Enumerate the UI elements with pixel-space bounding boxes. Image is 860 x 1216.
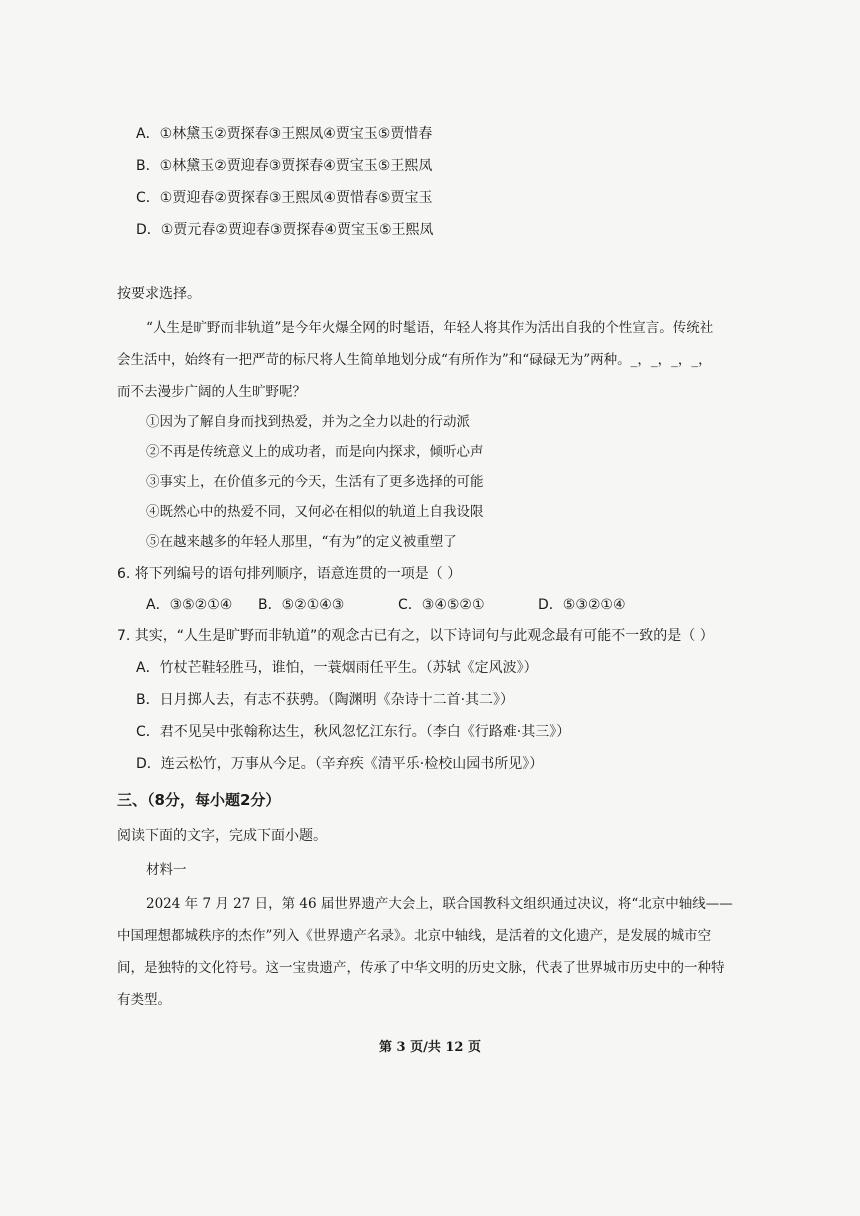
page-number: 第 3 页/共 12 页	[379, 1040, 481, 1055]
q7-stem: 7. 其实，“人生是旷野而非轨道”的观念古已有之，以下诗词句与此观念最有可能不一致的是（ ）	[117, 628, 714, 644]
q6-option-a: A．③⑤②①④	[146, 597, 233, 613]
material-label: 材料一	[146, 862, 187, 878]
material-line-4: 有类型。	[117, 992, 171, 1008]
section3-heading: 三、（8分，每小题2分）	[117, 791, 281, 809]
q6-stem: 6. 将下列编号的语句排列顺序，语意连贯的一项是（ ）	[117, 566, 462, 582]
option-b: B．①林黛玉②贾迎春③贾探春④贾宝玉⑤王熙凤	[136, 158, 433, 174]
instruction: 按要求选择。	[117, 286, 201, 302]
section3-instruction: 阅读下面的文字，完成下面小题。	[117, 828, 327, 844]
material-line-1: 2024 年 7 月 27 日，第 46 届世界遗产大会上，联合国教科文组织通过决议，将“北京中轴线——	[146, 896, 733, 912]
q6-options	[146, 592, 666, 616]
sentence-3: ③事实上，在价值多元的今天，生活有了更多选择的可能	[146, 474, 484, 490]
q7-option-c: C．君不见吴中张翰称达生，秋风忽忆江东行。（李白《行路难·其三》）	[136, 724, 571, 740]
sentence-5: ⑤在越来越多的年轻人那里，“有为”的定义被重塑了	[146, 534, 457, 550]
q6-option-c: C．③④⑤②①	[398, 597, 485, 613]
sentence-1: ①因为了解自身而找到热爱，并为之全力以赴的行动派	[146, 414, 470, 430]
material-line-2: 中国理想都城秩序的杰作”列入《世界遗产名录》。北京中轴线，是活着的文化遗产，是发展的城市空	[117, 928, 712, 944]
passage-line-1: “人生是旷野而非轨道”是今年火爆全网的时髦语，年轻人将其作为活出自我的个性宣言。传统社	[146, 320, 714, 336]
q6-option-d: D．⑤③②①④	[538, 597, 626, 613]
q7-option-a: A．竹杖芒鞋轻胜马，谁怕，一蓑烟雨任平生。（苏轼《定风波》）	[136, 660, 538, 676]
passage-line-2: 会生活中，始终有一把严苛的标尺将人生简单地划分成“有所作为”和“碌碌无为”两种。_，_，_，_，	[117, 352, 712, 368]
passage-line-3: 而不去漫步广阔的人生旷野呢？	[117, 384, 306, 400]
q7-option-b: B．日月掷人去，有志不获骋。（陶渊明《杂诗十二首·其二》）	[136, 692, 515, 708]
q6-option-b: B．⑤②①④③	[258, 597, 345, 613]
material-line-3: 间，是独特的文化符号。这一宝贵遗产，传承了中华文明的历史文脉，代表了世界城市历史中的一种特	[117, 960, 725, 976]
sentence-2: ②不再是传统意义上的成功者，而是向内探求，倾听心声	[146, 444, 484, 460]
option-a: A．①林黛玉②贾探春③王熙凤④贾宝玉⑤贾惜春	[136, 126, 433, 142]
option-c: C．①贾迎春②贾探春③王熙凤④贾惜春⑤贾宝玉	[136, 190, 433, 206]
q7-option-d: D．连云松竹，万事从今足。（辛弃疾《清平乐·检校山园书所见》）	[136, 756, 544, 772]
sentence-4: ④既然心中的热爱不同，又何必在相似的轨道上自我设限	[146, 504, 484, 520]
option-d: D．①贾元春②贾迎春③贾探春④贾宝玉⑤王熙凤	[136, 222, 434, 238]
